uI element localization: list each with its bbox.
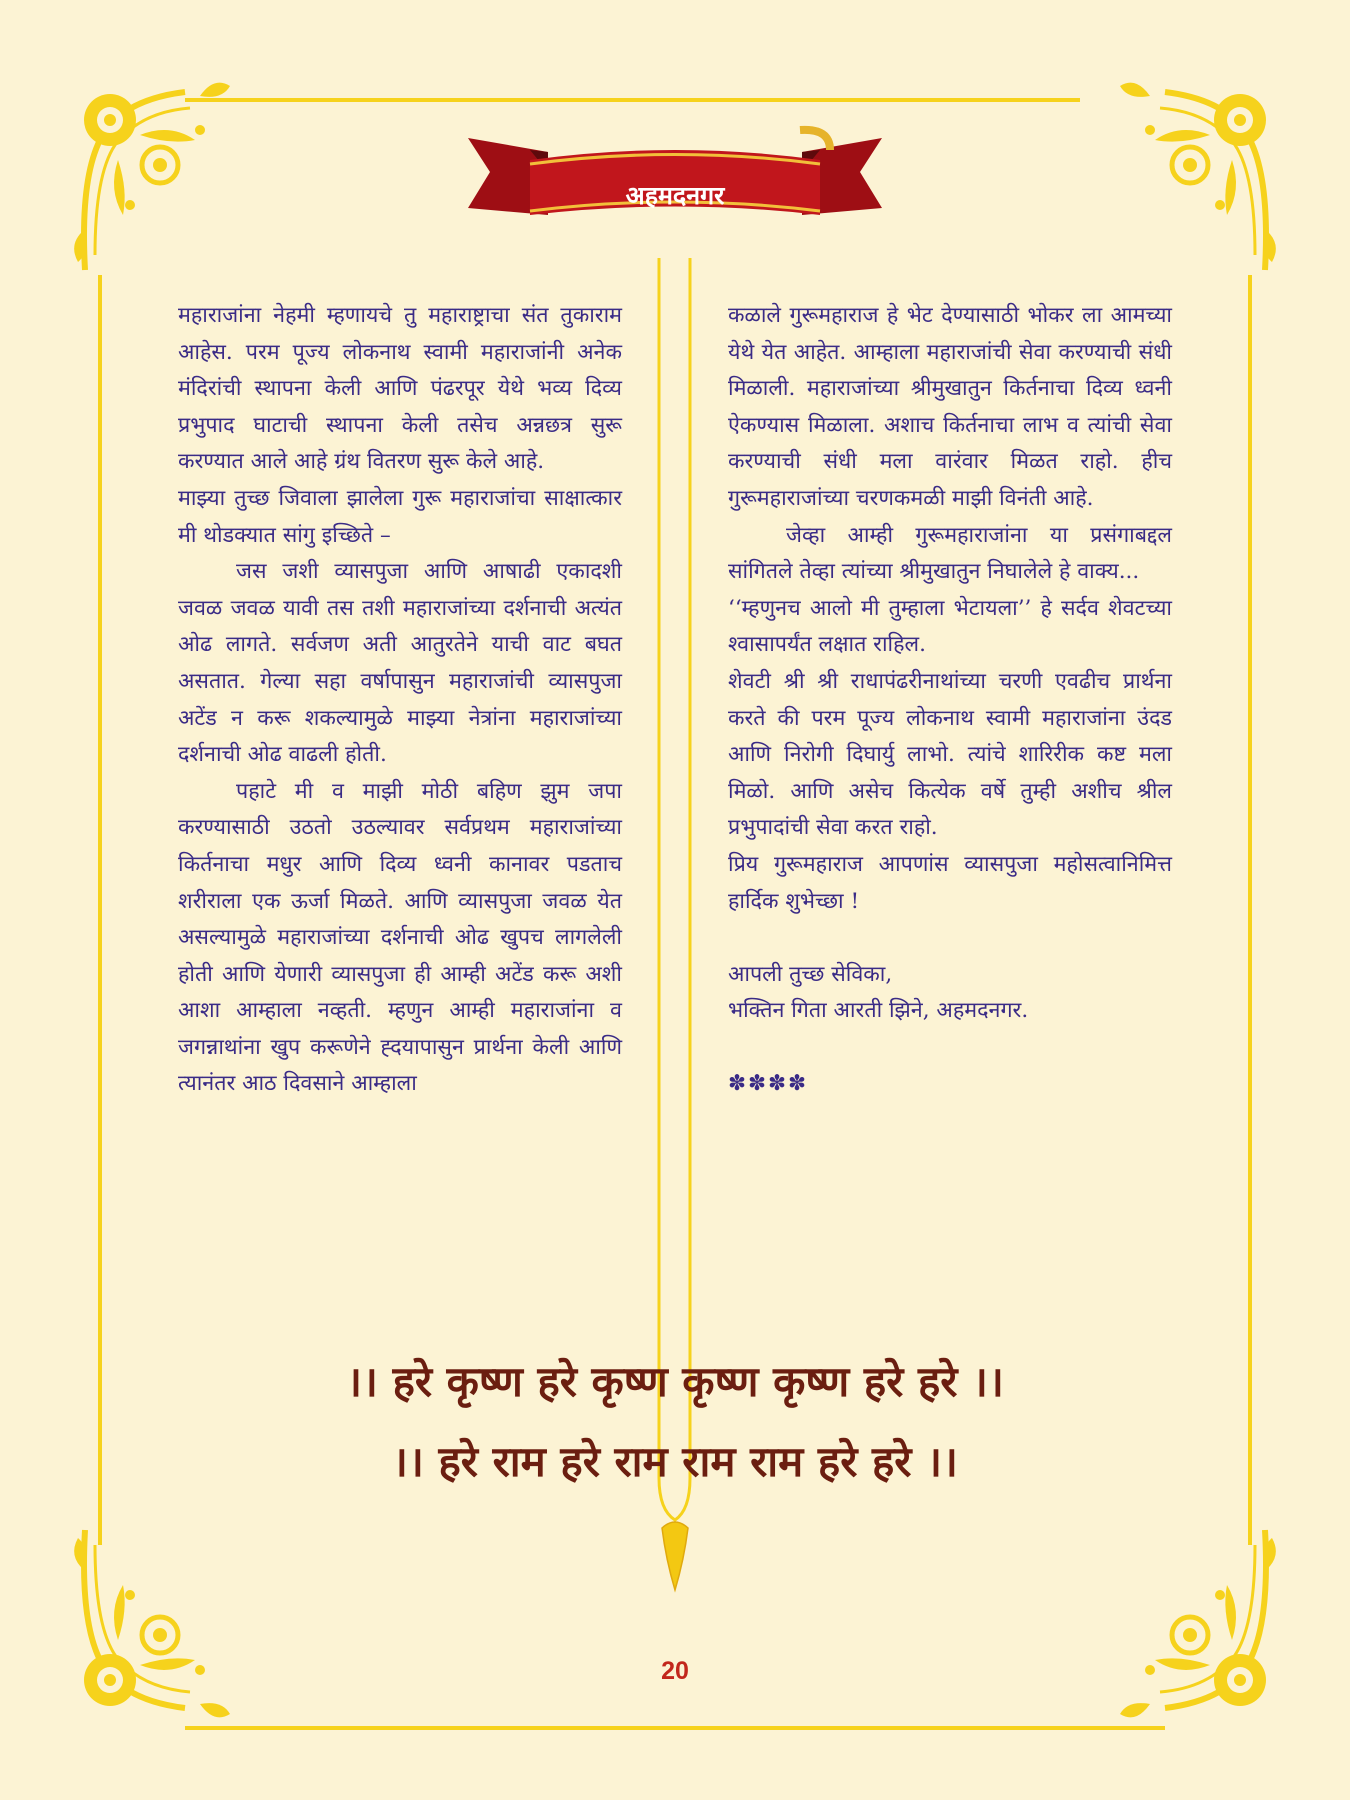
- corner-ornament-bottom-left: [74, 1530, 230, 1717]
- paragraph: पहाटे मी व माझी मोठी बहिण झुम जपा करण्यासाठी उठतो उठल्यावर सर्वप्रथम महाराजांच्या किर्तनाचा मधुर आणि दिव्य ध्वनी कानावर पडताच शरीराला एक ऊर्जा मिळते. आणि व्यासपुजा जवळ येत असल्यामुळे महाराजांच्या दर्शनाची ओढ खुपच लागलेली होती आणि येणारी व्यासपुजा ही आम्ही अटेंड करू अशी आशा आम्हाला नव्हती. म्हणुन आम्ही महाराजांना व जगन्नाथांना खुप करूणेने ह्दयापासुन प्रार्थना केली आणि त्यानंतर आठ दिवसाने आम्हाला: [178, 778, 622, 1097]
- end-stars: ✽✽✽✽: [728, 1071, 809, 1097]
- left-column: [178, 298, 622, 1103]
- corner-ornament-top-left: [74, 83, 230, 270]
- paragraph: जस जशी व्यासपुजा आणि आषाढी एकादशी जवळ जवळ यावी तस तशी महाराजांच्या दर्शनाची अत्यंत ओढ लागते. सर्वजण अती आतुरतेने याची वाट बघत असतात. गेल्या सहा वर्षापासुन महाराजांची व्यासपुजा अटेंड न करू शकल्यामुळे माझ्या नेत्रांना महाराजांच्या दर्शनाची ओढ वाढली होती.: [178, 559, 622, 768]
- page-number: 20: [661, 1657, 689, 1685]
- banner-title: अहमदनगर: [625, 181, 725, 210]
- paragraph: शेवटी श्री श्री राधापंढरीनाथांच्या चरणी एवढीच प्रार्थना करते की परम पूज्य लोकनाथ स्वामी महाराजांना उंदड आणि निरोगी दिघार्यु लाभो. त्यांचे शारिरीक कष्ट मला मिळो. आणि असेच कित्येक वर्षे तुम्ही अशीच श्रील प्रभुपादांची सेवा करत राहो.: [728, 668, 1172, 841]
- paragraph: ‘‘म्हणुनच आलो मी तुम्हाला भेटायला’’ हे सर्दव शेवटच्या श्वासापर्यंत लक्षात राहिल.: [728, 595, 1172, 658]
- author-name: भक्तिन गिता आरती झिने, अहमदनगर.: [728, 998, 1029, 1024]
- corner-ornament-bottom-right: [1120, 1530, 1276, 1717]
- mantra-line-2: ।। हरे राम हरे राम राम राम हरे हरे ।।: [392, 1437, 958, 1486]
- mantra-line-1: ।। हरे कृष्ण हरे कृष्ण कृष्ण कृष्ण हरे हरे ।।: [346, 1357, 1004, 1406]
- greeting: प्रिय गुरूमहाराज आपणांस व्यासपुजा महोसत्वानिमित्त हार्दिक शुभेच्छा !: [728, 851, 1172, 914]
- paragraph: जेव्हा आम्ही गुरूमहाराजांना या प्रसंगाबद्दल सांगितले तेव्हा त्यांच्या श्रीमुखातुन निघालेले हे वाक्य...: [728, 522, 1172, 585]
- paragraph: कळाले गुरूमहाराज हे भेट देण्यासाठी भोकर ला आमच्या येथे येत आहेत. आम्हाला महाराजांची सेवा करण्याची संधी मिळाली. महाराजांच्या श्रीमुखातुन किर्तनाचा दिव्य ध्वनी ऐकण्यास मिळाला. अशाच किर्तनाचा लाभ व त्यांची सेवा करण्याची संधी मला वारंवार मिळत राहो. हीच गुरूमहाराजांच्या चरणकमळी माझी विनंती आहे.: [728, 303, 1172, 511]
- paragraph: माझ्या तुच्छ जिवाला झालेला गुरू महाराजांचा साक्षात्कार मी थोडक्यात सांगु इच्छिते –: [178, 485, 622, 548]
- corner-ornament-top-right: [1120, 83, 1276, 270]
- right-column: [728, 298, 1172, 1103]
- signoff: आपली तुच्छ सेविका,: [728, 961, 893, 987]
- paragraph: महाराजांना नेहमी म्हणायचे तु महाराष्ट्राचा संत तुकाराम आहेस. परम पूज्य लोकनाथ स्वामी महाराजांनी अनेक मंदिरांची स्थापना केली आणि पंढरपूर येथे भव्य दिव्य प्रभुपाद घाटाची स्थापना केली तसेच अन्नछत्र सुरू करण्यात आले आहे ग्रंथ वितरण सुरू केले आहे.: [178, 303, 622, 475]
